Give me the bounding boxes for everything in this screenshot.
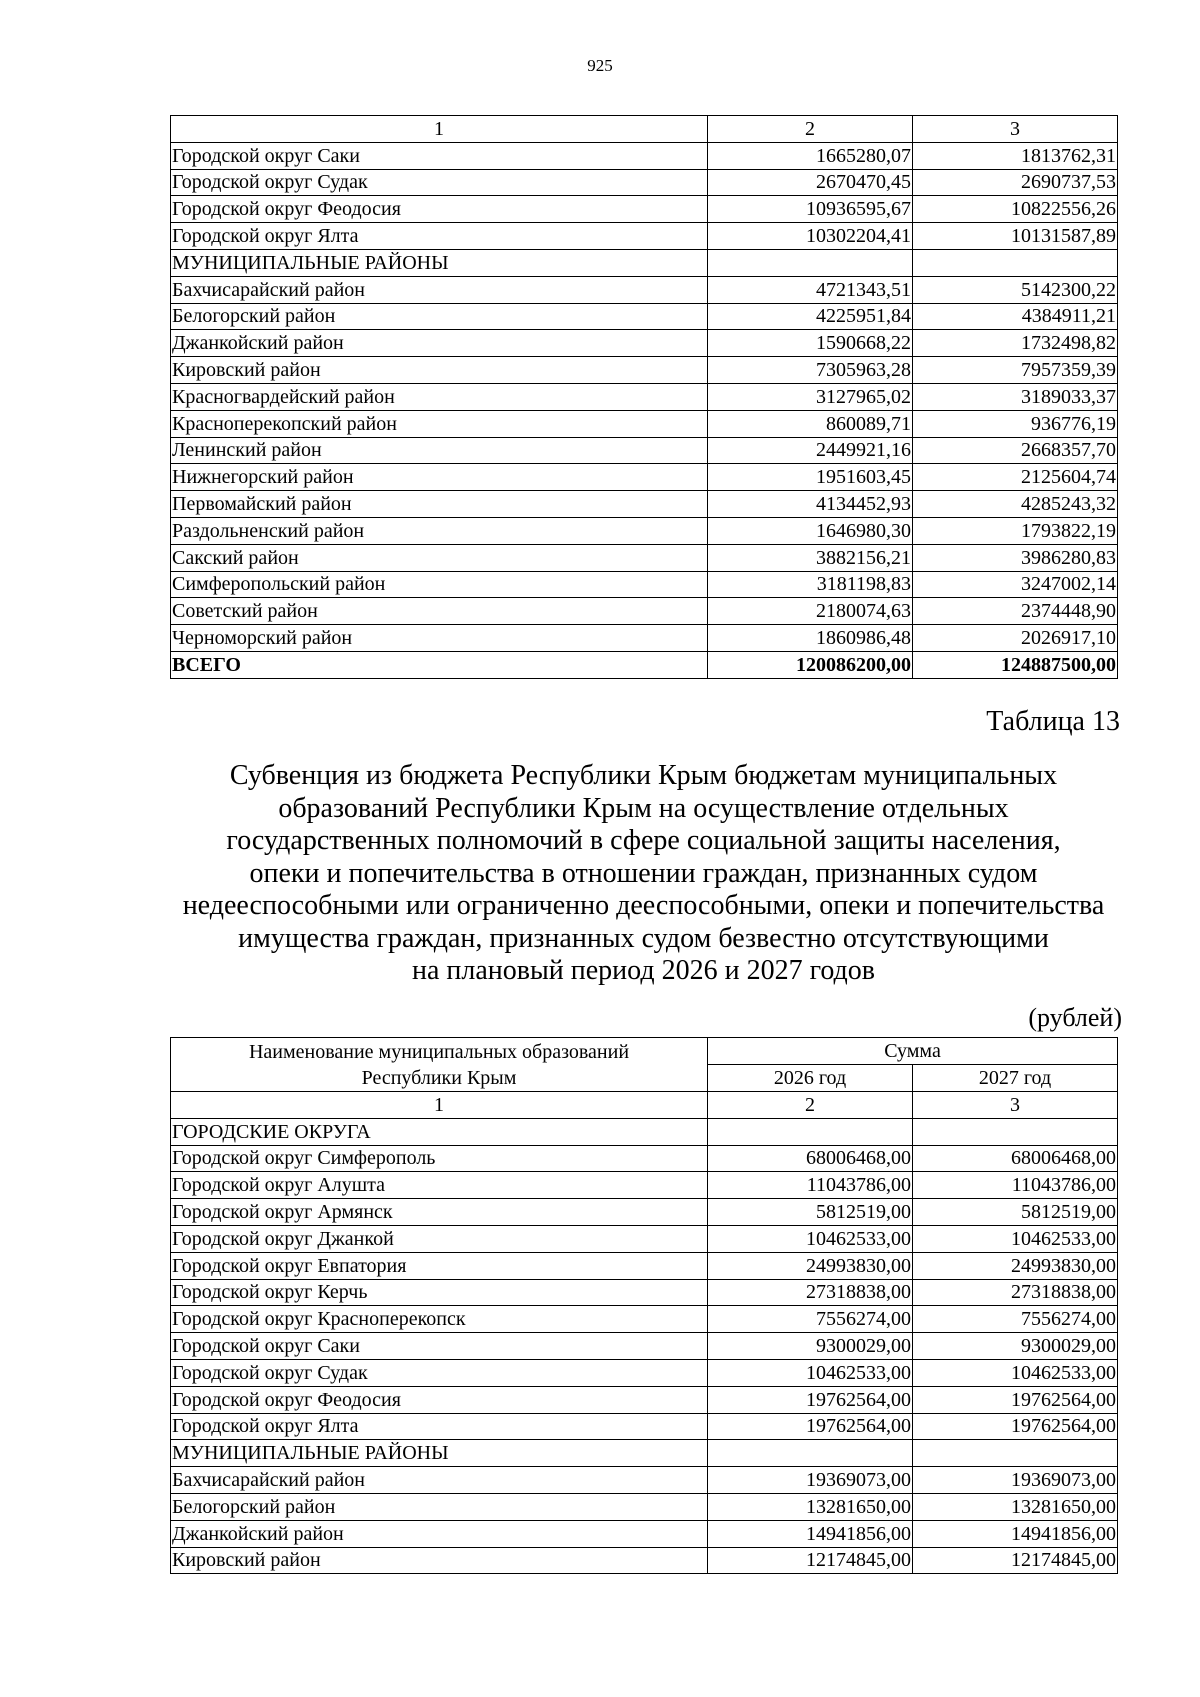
row-name: Городской округ Саки: [171, 1333, 708, 1360]
table-row: [171, 464, 1118, 491]
row-name: Городской округ Алушта: [171, 1172, 708, 1199]
table-row: [171, 1172, 1118, 1199]
value-2027: 7957359,39: [913, 357, 1118, 384]
value-2027: 4285243,32: [913, 491, 1118, 518]
value-2027: 3986280,83: [913, 544, 1118, 571]
row-name: Городской округ Феодосия: [171, 196, 708, 223]
table-row: [171, 1440, 1118, 1467]
column-number-row: [171, 1092, 1118, 1119]
table-label: Таблица 13: [986, 706, 1120, 737]
value-2027: 13281650,00: [913, 1493, 1118, 1520]
value-2026: 860089,71: [708, 410, 913, 437]
value-2027: 2026917,10: [913, 625, 1118, 652]
value-2027: 936776,19: [913, 410, 1118, 437]
table-row: [171, 357, 1118, 384]
column-number: 2: [708, 116, 913, 143]
row-name: Нижнегорский район: [171, 464, 708, 491]
row-name: Бахчисарайский район: [171, 1467, 708, 1494]
table-row: [171, 571, 1118, 598]
value-2027: 10462533,00: [913, 1225, 1118, 1252]
value-2027: 10462533,00: [913, 1359, 1118, 1386]
table-row: [171, 223, 1118, 250]
value-2027: 24993830,00: [913, 1252, 1118, 1279]
row-name: Красноперекопский район: [171, 410, 708, 437]
row-name: Городской округ Ялта: [171, 1413, 708, 1440]
table-row: [171, 1306, 1118, 1333]
row-name: Красногвардейский район: [171, 383, 708, 410]
table-row: [171, 491, 1118, 518]
value-2027: 19762564,00: [913, 1386, 1118, 1413]
row-name: Городской округ Красноперекопск: [171, 1306, 708, 1333]
value-2026: 19369073,00: [708, 1467, 913, 1494]
table-row: [171, 1386, 1118, 1413]
row-name: Раздольненский район: [171, 517, 708, 544]
row-name: Кировский район: [171, 357, 708, 384]
value-2027: 2668357,70: [913, 437, 1118, 464]
table-row: [171, 625, 1118, 652]
value-2026: 19762564,00: [708, 1413, 913, 1440]
column-number: 1: [171, 1092, 708, 1119]
table-row: [171, 196, 1118, 223]
total-2026: 120086200,00: [708, 651, 913, 678]
value-2026: 4134452,93: [708, 491, 913, 518]
value-2027: 1793822,19: [913, 517, 1118, 544]
table-row: [171, 437, 1118, 464]
row-name: Городской округ Симферополь: [171, 1145, 708, 1172]
table-row: [171, 303, 1118, 330]
value-2027: 14941856,00: [913, 1520, 1118, 1547]
sum-column-header: Сумма: [708, 1038, 1118, 1065]
value-2026: 1665280,07: [708, 142, 913, 169]
value-2026: 10462533,00: [708, 1225, 913, 1252]
page-number: 925: [587, 56, 613, 75]
table-row: [171, 544, 1118, 571]
column-number: 2: [708, 1092, 913, 1119]
table-title: [170, 760, 1117, 988]
title-line: имущества граждан, признанных судом безвестно отсутствующими: [238, 922, 1049, 954]
value-2027: [913, 1118, 1118, 1145]
table-row: [171, 1520, 1118, 1547]
table-row: [171, 1225, 1118, 1252]
value-2027: 3189033,37: [913, 383, 1118, 410]
value-2026: [708, 249, 913, 276]
value-2027: 19369073,00: [913, 1467, 1118, 1494]
row-name: Черноморский район: [171, 625, 708, 652]
units-label: (рублей): [1028, 1003, 1122, 1032]
value-2026: 4225951,84: [708, 303, 913, 330]
name-column-header: [171, 1038, 708, 1092]
row-name: Городской округ Судак: [171, 1359, 708, 1386]
title-line: недееспособными или ограниченно дееспособными, опеки и попечительства: [182, 890, 1105, 921]
name-header-line2: Республики Крым: [361, 1066, 517, 1089]
title-line: государственных полномочий в сфере социальной защиты населения,: [226, 825, 1061, 856]
table-row: [171, 276, 1118, 303]
value-2026: [708, 1440, 913, 1467]
row-name: Белогорский район: [171, 1493, 708, 1520]
table-row: [171, 142, 1118, 169]
value-2027: 4384911,21: [913, 303, 1118, 330]
value-2026: 24993830,00: [708, 1252, 913, 1279]
value-2027: 10131587,89: [913, 223, 1118, 250]
value-2026: 3127965,02: [708, 383, 913, 410]
value-2026: 13281650,00: [708, 1493, 913, 1520]
value-2026: 12174845,00: [708, 1547, 913, 1574]
value-2026: 7556274,00: [708, 1306, 913, 1333]
total-label: ВСЕГО: [171, 651, 708, 678]
value-2027: 3247002,14: [913, 571, 1118, 598]
table-row: [171, 1145, 1118, 1172]
title-line: опеки и попечительства в отношении граждан, признанных судом: [249, 857, 1038, 889]
value-2027: 68006468,00: [913, 1145, 1118, 1172]
value-2026: 14941856,00: [708, 1520, 913, 1547]
row-name: ГОРОДСКИЕ ОКРУГА: [171, 1118, 708, 1145]
table-row: [171, 383, 1118, 410]
total-2027: 124887500,00: [913, 651, 1118, 678]
row-name: Городской округ Армянск: [171, 1199, 708, 1226]
value-2026: 27318838,00: [708, 1279, 913, 1306]
row-name: Белогорский район: [171, 303, 708, 330]
table-row: [171, 249, 1118, 276]
value-2027: 11043786,00: [913, 1172, 1118, 1199]
column-number: 1: [171, 116, 708, 143]
value-2026: 1590668,22: [708, 330, 913, 357]
row-name: Сакский район: [171, 544, 708, 571]
column-number-row: [171, 116, 1118, 143]
value-2026: 10462533,00: [708, 1359, 913, 1386]
year-2026-header: 2026 год: [708, 1065, 913, 1092]
table-row: [171, 410, 1118, 437]
value-2027: 1732498,82: [913, 330, 1118, 357]
value-2026: 19762564,00: [708, 1386, 913, 1413]
total-row: [171, 651, 1118, 678]
row-name: Городской округ Джанкой: [171, 1225, 708, 1252]
value-2026: 4721343,51: [708, 276, 913, 303]
table-row: [171, 1359, 1118, 1386]
row-name: Кировский район: [171, 1547, 708, 1574]
table-row: [171, 1333, 1118, 1360]
table-row: [171, 1252, 1118, 1279]
row-name: Городской округ Ялта: [171, 223, 708, 250]
row-name: Городской округ Саки: [171, 142, 708, 169]
table-row: [171, 1493, 1118, 1520]
row-name: Джанкойский район: [171, 330, 708, 357]
row-name: Симферопольский район: [171, 571, 708, 598]
table-row: [171, 330, 1118, 357]
header-row: [171, 1038, 1118, 1065]
row-name: МУНИЦИПАЛЬНЫЕ РАЙОНЫ: [171, 249, 708, 276]
value-2027: 2690737,53: [913, 169, 1118, 196]
value-2026: 1951603,45: [708, 464, 913, 491]
value-2026: 68006468,00: [708, 1145, 913, 1172]
value-2026: 2180074,63: [708, 598, 913, 625]
value-2027: 9300029,00: [913, 1333, 1118, 1360]
value-2027: 27318838,00: [913, 1279, 1118, 1306]
table-row: [171, 1547, 1118, 1574]
name-header-line1: Наименование муниципальных образований: [248, 1040, 630, 1063]
row-name: Советский район: [171, 598, 708, 625]
value-2026: 3882156,21: [708, 544, 913, 571]
row-name: Городской округ Керчь: [171, 1279, 708, 1306]
row-name: Городской округ Феодосия: [171, 1386, 708, 1413]
title-line: на плановый период 2026 и 2027 годов: [411, 955, 876, 986]
table-row: [171, 1279, 1118, 1306]
value-2027: 1813762,31: [913, 142, 1118, 169]
value-2026: 10302204,41: [708, 223, 913, 250]
row-name: Первомайский район: [171, 491, 708, 518]
table-row: [171, 1118, 1118, 1145]
column-number: 3: [913, 1092, 1118, 1119]
value-2027: 2374448,90: [913, 598, 1118, 625]
row-name: Бахчисарайский район: [171, 276, 708, 303]
value-2027: 7556274,00: [913, 1306, 1118, 1333]
table-row: [171, 1413, 1118, 1440]
column-number: 3: [913, 116, 1118, 143]
row-name: МУНИЦИПАЛЬНЫЕ РАЙОНЫ: [171, 1440, 708, 1467]
table-row: [171, 1199, 1118, 1226]
value-2027: [913, 1440, 1118, 1467]
value-2026: 11043786,00: [708, 1172, 913, 1199]
value-2027: 5142300,22: [913, 276, 1118, 303]
value-2026: [708, 1118, 913, 1145]
value-2027: 10822556,26: [913, 196, 1118, 223]
title-line: образований Республики Крым на осуществление отдельных: [278, 792, 1009, 824]
value-2026: 9300029,00: [708, 1333, 913, 1360]
value-2026: 1646980,30: [708, 517, 913, 544]
value-2026: 10936595,67: [708, 196, 913, 223]
row-name: Городской округ Судак: [171, 169, 708, 196]
row-name: Джанкойский район: [171, 1520, 708, 1547]
value-2027: 5812519,00: [913, 1199, 1118, 1226]
value-2027: 2125604,74: [913, 464, 1118, 491]
table-row: [171, 598, 1118, 625]
subsidy-table-continued: [170, 115, 1118, 679]
table-row: [171, 1467, 1118, 1494]
value-2026: 2670470,45: [708, 169, 913, 196]
table-row: [171, 517, 1118, 544]
value-2026: 2449921,16: [708, 437, 913, 464]
value-2026: 1860986,48: [708, 625, 913, 652]
year-2027-header: 2027 год: [913, 1065, 1118, 1092]
row-name: Ленинский район: [171, 437, 708, 464]
value-2027: 19762564,00: [913, 1413, 1118, 1440]
value-2026: 3181198,83: [708, 571, 913, 598]
value-2026: 5812519,00: [708, 1199, 913, 1226]
title-line: Субвенция из бюджета Республики Крым бюджетам муниципальных: [229, 760, 1058, 791]
subvention-table: [170, 1037, 1118, 1574]
row-name: Городской округ Евпатория: [171, 1252, 708, 1279]
value-2026: 7305963,28: [708, 357, 913, 384]
value-2027: [913, 249, 1118, 276]
table-row: [171, 169, 1118, 196]
value-2027: 12174845,00: [913, 1547, 1118, 1574]
